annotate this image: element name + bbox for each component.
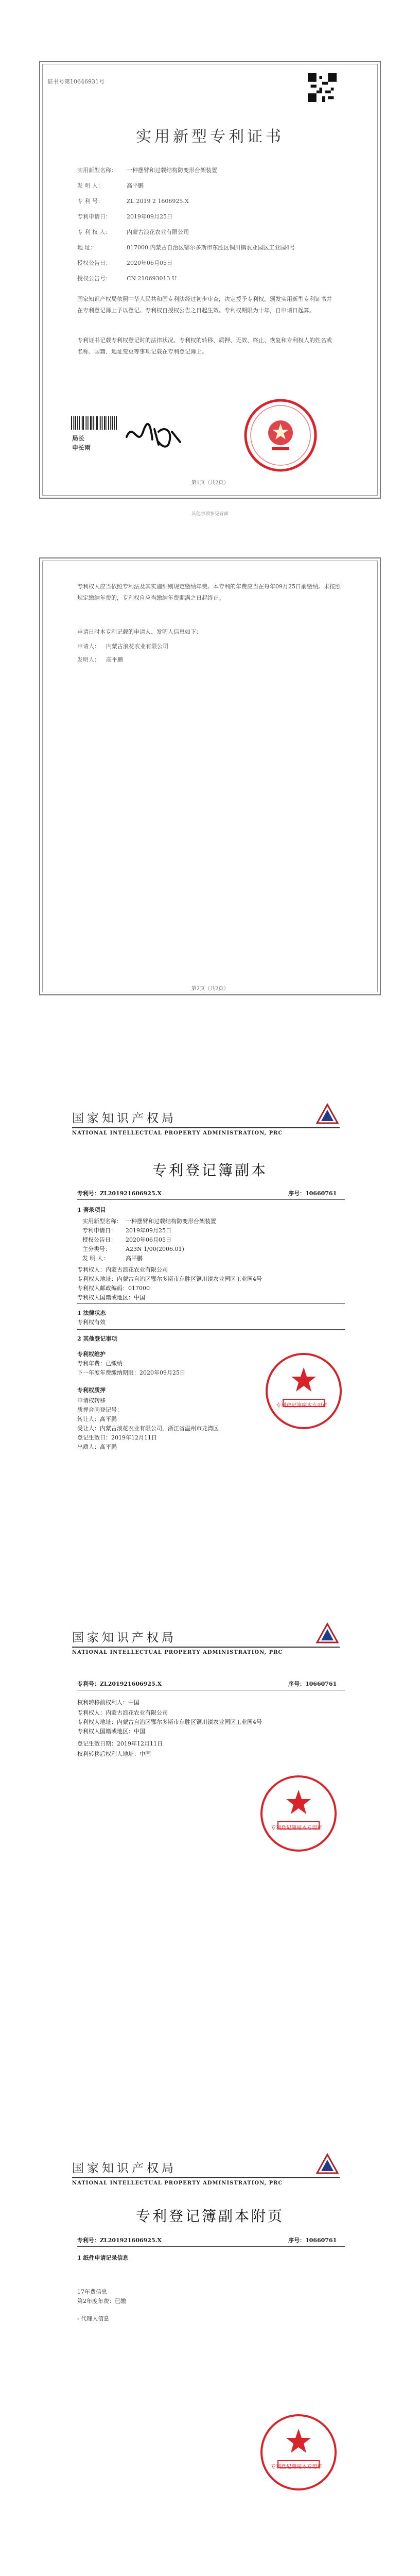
pledge-line: 登记生效日：2019年12月11日: [77, 1434, 157, 1441]
cert-row: 授权公告日： 2020年06月05日: [77, 260, 172, 266]
appendix-title: 专利登记簿副本附页: [135, 2208, 284, 2225]
applicant-row: 申请人： 内蒙古浪花农业有限公司: [77, 643, 168, 650]
section-heading: 1 纸件申请记录信息: [77, 2255, 129, 2261]
cert-row: 专 利 号： ZL 2019 2 1606925.X: [77, 198, 189, 205]
cert-row: 地 址： 017000 内蒙古自治区鄂尔多斯市东胜区铜川镇农业园区工业园4号: [77, 244, 295, 251]
fee-title: 专利权维护: [77, 1351, 106, 1358]
director-label: 局长: [72, 435, 85, 442]
register-row: 发 明 人： 高平鹏: [82, 1255, 143, 1262]
page-number: 第1页（共2页）: [191, 480, 229, 486]
official-seal-icon: [242, 397, 319, 474]
appendix-line: 第2年度年费：已缴: [77, 2298, 126, 2304]
cnipa-logo-icon: [315, 1103, 340, 1127]
register-row: 专利申请日： 2019年09月25日: [82, 1227, 171, 1234]
certificate-number: 证书号第10646931号: [47, 78, 104, 85]
cnipa-name-cn: 国家知识产权局: [72, 2162, 177, 2175]
register-line: 专利权人国籍或地区：中国: [77, 1728, 145, 1735]
page-number: 第2页（共2页）: [191, 986, 229, 992]
register-row: 主分类号： A23N 1/00(2006.01): [82, 1246, 184, 1252]
pledge-line: 出质人：高平鹏: [77, 1444, 117, 1450]
patent-number: 专利号：ZL201921606925.X: [77, 1681, 162, 1687]
patent-number: 专利号：ZL201921606925.X: [77, 1190, 162, 1197]
register-line: 权利转移后权利人地址：中国: [77, 1751, 151, 1757]
register-seal-icon: [257, 2411, 340, 2494]
cnipa-name-en: NATIONAL INTELLECTUAL PROPERTY ADMINISTRATION, PRC: [72, 2180, 283, 2186]
owner-address: 专利权人地址：内蒙古自治区鄂尔多斯市东胜区铜川镇农业园区工业园4号: [77, 1276, 262, 1282]
section-heading: 专利权质押: [77, 1387, 106, 1394]
appendix-line: - 代理人信息: [77, 2315, 110, 2322]
register-title: 专利登记簿副本: [152, 1162, 268, 1179]
serial-number: 序号：10660761: [288, 1190, 337, 1197]
director-name: 申长雨: [72, 444, 91, 451]
patent-number: 专利号：ZL201921606925.X: [77, 2237, 162, 2244]
seal-text: 专利登记簿副本专用章: [271, 1825, 322, 1831]
section-heading: 1 著录项目: [77, 1207, 106, 1213]
register-line: 登记生效日期：2019年12月11日: [77, 1740, 163, 1747]
register-line: 权利转移前权利人：中国: [77, 1699, 139, 1706]
certificate-back-page: [0, 526, 420, 1061]
cert-row: 专利申请日： 2019年09月25日: [77, 213, 172, 220]
register-seal-icon: [262, 1350, 345, 1432]
cert-row: 专 利 权 人： 内蒙古浪花农业有限公司: [77, 229, 189, 235]
owner-zip: 专利权人邮政编码：017000: [77, 1285, 150, 1292]
cnipa-name-cn: 国家知识产权局: [72, 1631, 177, 1645]
pledge-line: 申请权转移: [77, 1397, 106, 1404]
certificate-page: [0, 0, 420, 526]
info-paragraph: 申请日时本专利记载的申请人、发明人信息如下：: [77, 629, 202, 635]
cnipa-name-en: NATIONAL INTELLECTUAL PROPERTY ADMINISTRATION, PRC: [72, 1130, 283, 1136]
certificate-paragraph: 国家知识产权局依照中华人民共和国专利法经过初步审查，决定授予专利权，颁发实用新型专利证书并在专利登记簿上予以登记。专利权自授权公告之日起生效。专利权期限为十年，自申请日起算。: [77, 296, 332, 314]
footer-note: 其他事项参见背面: [191, 512, 229, 517]
section-heading: 1 法律状态: [77, 1310, 106, 1316]
pledge-line: 转让人：高平鹏: [77, 1416, 117, 1422]
register-row: 实用新型名称： 一种摆臂和过载结构防变形台架装置: [82, 1218, 216, 1225]
cert-row: 实用新型名称： 一种摆臂和过载结构防变形台架装置: [77, 167, 217, 174]
certificate-paragraph: 专利证书记载专利权登记时的法律状况。专利权的转移、质押、无效、终止、恢复和专利权人的姓名或名称、国籍、地址变更等事项记载在专利登记簿上。: [77, 337, 332, 355]
seal-text: 专利登记簿副本专用章: [276, 1403, 327, 1409]
cert-row: 授权公告号： CN 210693013 U: [77, 275, 177, 282]
owner-line: 专利权人：内蒙古浪花农业有限公司: [77, 1266, 168, 1273]
section-heading: 2 其他登记事项: [77, 1335, 117, 1342]
pledge-line: 受让人：内蒙古浪花农业有限公司，浙江省温州市龙湾区: [77, 1425, 219, 1432]
cert-row: 发 明 人： 高平鹏: [77, 182, 144, 189]
serial-number: 序号：10660761: [288, 1681, 337, 1687]
qr-code-icon: [308, 73, 337, 102]
inventor-row: 发明人： 高平鹏: [77, 656, 123, 663]
register-line: 专利权人：内蒙古浪花农业有限公司: [77, 1709, 168, 1716]
status-value: 专利权有效: [77, 1319, 106, 1326]
fee-date: 下一年度年费缴纳期限：2020年09月25日: [77, 1369, 185, 1376]
fee-value: 专利年费：已缴纳: [77, 1360, 122, 1367]
register-line: 专利权人地址：内蒙古自治区鄂尔多斯市东胜区铜川镇农业园区工业园4号: [77, 1719, 262, 1725]
register-continuation-page: [0, 1577, 420, 2123]
signature-image: [122, 416, 184, 452]
cnipa-logo-icon: [315, 1622, 340, 1647]
certificate-border: [39, 557, 381, 995]
barcode-icon: [71, 416, 117, 430]
pledge-line: 质押合同登记号：: [77, 1406, 122, 1413]
register-row: 授权公告日： 2020年06月05日: [82, 1236, 171, 1243]
owner-country: 专利权人国籍或地区：中国: [77, 1294, 145, 1301]
register-page: [0, 1061, 420, 1577]
certificate-title: 实用新型专利证书: [136, 128, 284, 146]
fee-paragraph: 专利权人应当依照专利法及其实施细则规定缴纳年费。本专利的年费应当在每年09月25日前缴纳。未按照规定缴纳年费的，专利权自应当缴纳年费期满之日起终止。: [77, 583, 341, 601]
appendix-page: [0, 2123, 420, 2576]
cnipa-name-en: NATIONAL INTELLECTUAL PROPERTY ADMINISTRATION, PRC: [72, 1650, 283, 1655]
appendix-line: 17年费信息: [77, 2289, 107, 2295]
register-seal-icon: [257, 1772, 340, 1855]
seal-text: 专利登记簿副本专用章: [271, 2464, 322, 2470]
cnipa-name-cn: 国家知识产权局: [72, 1112, 177, 1125]
serial-number: 序号：10660761: [288, 2237, 337, 2244]
cnipa-logo-icon: [315, 2153, 340, 2177]
